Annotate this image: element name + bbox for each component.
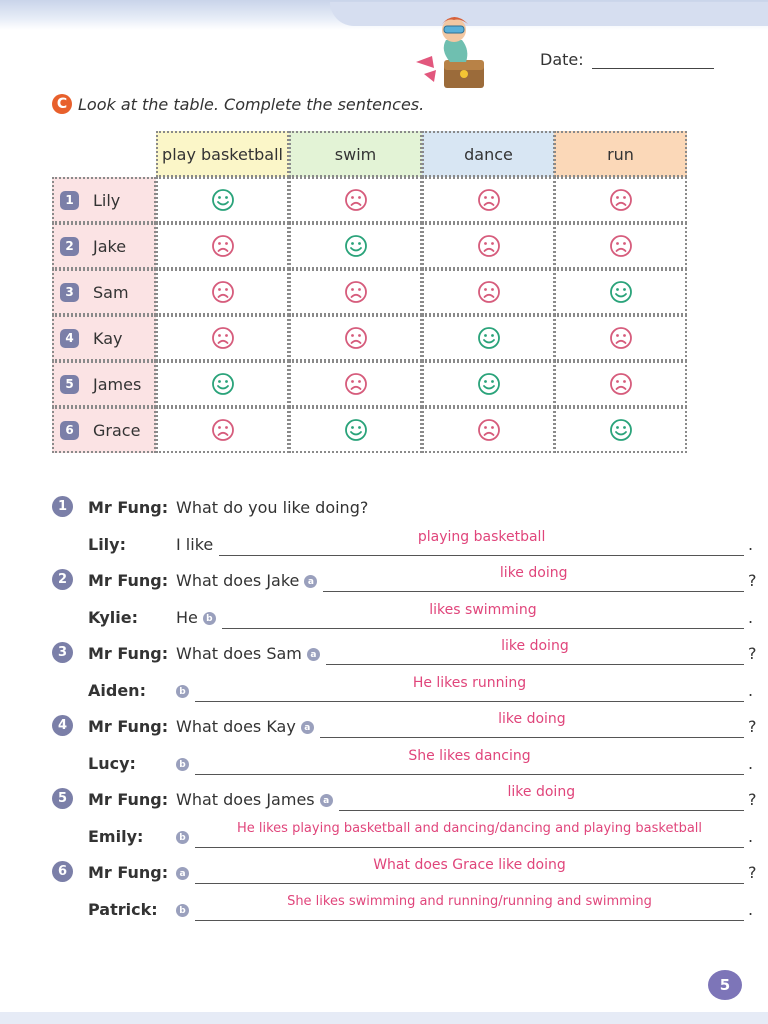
row-name: James [93, 374, 142, 394]
handwritten-answer: like doing [498, 711, 566, 727]
row-name: Grace [93, 420, 141, 440]
sentence-prompt: I like [176, 535, 214, 554]
end-punctuation: . [748, 754, 754, 773]
speaker-label: Aiden: [88, 681, 146, 700]
face-cell [554, 315, 687, 361]
answer-blank[interactable] [222, 602, 744, 629]
face-cell [156, 315, 289, 361]
row-number-badge: 1 [60, 191, 79, 210]
row-name-cell [52, 223, 156, 269]
face-cell [289, 315, 422, 361]
sentence [176, 675, 754, 702]
blank-marker: a [301, 721, 314, 734]
face-cell [554, 361, 687, 407]
handwritten-answer: What does Grace like doing [373, 857, 566, 873]
face-cell [156, 223, 289, 269]
face-cell [156, 407, 289, 453]
sentence [176, 821, 754, 848]
sentence-prompt: What do you like doing? [176, 498, 369, 517]
sad-face-icon [344, 280, 368, 304]
end-punctuation: ? [748, 644, 757, 663]
sentence [176, 602, 754, 629]
handwritten-answer: He likes playing basketball and dancing/dancing and playing basketball [236, 821, 703, 836]
happy-face-icon [211, 372, 235, 396]
end-punctuation: . [748, 900, 754, 919]
face-cell [422, 177, 555, 223]
blank-marker: a [307, 648, 320, 661]
answer-blank[interactable] [339, 784, 744, 811]
sad-face-icon [477, 418, 501, 442]
top-banner [0, 0, 768, 30]
end-punctuation: ? [748, 790, 757, 809]
blank-marker: b [203, 612, 216, 625]
face-cell [554, 269, 687, 315]
answer-blank[interactable] [195, 894, 744, 921]
question-row [52, 565, 757, 597]
blank-marker: b [176, 758, 189, 771]
sentence [176, 748, 754, 775]
sad-face-icon [344, 372, 368, 396]
happy-face-icon [211, 188, 235, 212]
face-cell [156, 269, 289, 315]
face-cell [554, 177, 687, 223]
row-number-badge: 4 [60, 329, 79, 348]
end-punctuation: ? [748, 863, 757, 882]
happy-face-icon [344, 418, 368, 442]
sad-face-icon [609, 234, 633, 258]
mascot-illustration [410, 12, 500, 92]
instruction-text: Look at the table. Complete the sentences. [78, 94, 425, 114]
happy-face-icon [609, 418, 633, 442]
blank-marker: b [176, 685, 189, 698]
sentence [176, 529, 754, 556]
row-name: Sam [93, 282, 129, 302]
sad-face-icon [477, 188, 501, 212]
question-row [52, 784, 757, 816]
sad-face-icon [477, 234, 501, 258]
question-row [52, 494, 752, 524]
speaker-label: Lily: [88, 535, 126, 554]
happy-face-icon [477, 372, 501, 396]
sad-face-icon [344, 326, 368, 350]
row-number-badge: 3 [60, 283, 79, 302]
face-cell [554, 407, 687, 453]
sentence [176, 711, 757, 738]
face-cell [289, 407, 422, 453]
face-cell [156, 361, 289, 407]
exercise-number-badge: 4 [52, 715, 73, 736]
sentence-prompt: What does Sam [176, 644, 302, 663]
end-punctuation: ? [748, 717, 757, 736]
answer-blank[interactable] [195, 857, 744, 884]
handwritten-answer: He likes running [412, 675, 527, 691]
speaker-label: Mr Fung: [88, 863, 169, 882]
speaker-label: Mr Fung: [88, 498, 169, 517]
face-cell [156, 177, 289, 223]
answer-blank[interactable] [320, 711, 744, 738]
face-cell [422, 269, 555, 315]
answer-row [52, 677, 752, 707]
face-cell [422, 315, 555, 361]
banner-wave [330, 2, 768, 26]
answer-blank[interactable] [195, 821, 744, 848]
row-name: Kay [93, 328, 123, 348]
column-header: dance [422, 131, 555, 177]
sentence-prompt: What does Jake [176, 571, 300, 590]
sentence [176, 565, 757, 592]
answer-blank[interactable] [195, 675, 744, 702]
answer-blank[interactable] [323, 565, 744, 592]
face-cell [422, 361, 555, 407]
exercise-number-badge: 1 [52, 496, 73, 517]
face-cell [422, 223, 555, 269]
row-name: Jake [93, 236, 127, 256]
handwritten-answer: like doing [499, 565, 568, 581]
row-number-badge: 5 [60, 375, 79, 394]
end-punctuation: ? [748, 571, 757, 590]
sad-face-icon [344, 188, 368, 212]
speaker-label: Mr Fung: [88, 644, 169, 663]
face-cell [289, 269, 422, 315]
sentence-prompt: What does Kay [176, 717, 296, 736]
blank-marker: a [176, 867, 189, 880]
handwritten-answer: She likes dancing [408, 748, 531, 764]
answer-blank[interactable] [195, 748, 744, 775]
end-punctuation: . [748, 681, 754, 700]
face-cell [554, 223, 687, 269]
face-cell [422, 407, 555, 453]
exercise-number-badge: 2 [52, 569, 73, 590]
sentence [176, 857, 757, 884]
handwritten-answer: like doing [507, 784, 576, 800]
sad-face-icon [609, 326, 633, 350]
answer-row [52, 750, 752, 780]
row-name-cell [52, 361, 156, 407]
sentence-prompt: What does James [176, 790, 315, 809]
end-punctuation: . [748, 535, 754, 554]
row-name: Lily [93, 190, 121, 210]
page-number: 5 [708, 970, 742, 1000]
column-header: play basketball [156, 131, 289, 177]
row-name-cell [52, 407, 156, 453]
speaker-label: Mr Fung: [88, 790, 169, 809]
sentence [176, 894, 754, 921]
section-badge: C [52, 94, 72, 114]
column-header: swim [289, 131, 422, 177]
exercise-number-badge: 5 [52, 788, 73, 809]
sad-face-icon [477, 280, 501, 304]
date-blank[interactable] [592, 50, 714, 69]
happy-face-icon [344, 234, 368, 258]
sentence [176, 638, 757, 665]
sentence [176, 498, 368, 517]
answer-blank[interactable] [219, 529, 744, 556]
row-name-cell [52, 315, 156, 361]
speaker-label: Patrick: [88, 900, 158, 919]
face-cell [289, 177, 422, 223]
speaker-label: Kylie: [88, 608, 139, 627]
row-name-cell [52, 177, 156, 223]
speaker-label: Mr Fung: [88, 717, 169, 736]
handwritten-answer: like doing [501, 638, 569, 654]
exercise-number-badge: 3 [52, 642, 73, 663]
end-punctuation: . [748, 608, 754, 627]
sad-face-icon [211, 326, 235, 350]
sad-face-icon [211, 234, 235, 258]
blank-marker: b [176, 904, 189, 917]
happy-face-icon [609, 280, 633, 304]
sad-face-icon [211, 280, 235, 304]
answer-row [52, 896, 752, 926]
speaker-label: Lucy: [88, 754, 136, 773]
blank-marker: b [176, 831, 189, 844]
instruction [52, 94, 424, 114]
answer-row [52, 823, 752, 853]
row-name-cell [52, 269, 156, 315]
sad-face-icon [211, 418, 235, 442]
handwritten-answer: playing basketball [417, 529, 546, 545]
face-cell [289, 223, 422, 269]
sad-face-icon [609, 372, 633, 396]
handwritten-answer: likes swimming [429, 602, 537, 618]
face-cell [289, 361, 422, 407]
end-punctuation: . [748, 827, 754, 846]
happy-face-icon [477, 326, 501, 350]
blank-marker: a [304, 575, 317, 588]
speaker-label: Mr Fung: [88, 571, 169, 590]
question-row [52, 857, 757, 889]
handwritten-answer: She likes swimming and running/running and swimming [287, 894, 652, 909]
sentence [176, 784, 757, 811]
blank-marker: a [320, 794, 333, 807]
bottom-banner [0, 1012, 768, 1024]
row-number-badge: 2 [60, 237, 79, 256]
speaker-label: Emily: [88, 827, 144, 846]
column-header: run [554, 131, 687, 177]
answer-row [52, 604, 752, 634]
question-row [52, 638, 757, 670]
question-row [52, 711, 757, 743]
answer-blank[interactable] [326, 638, 744, 665]
row-number-badge: 6 [60, 421, 79, 440]
date-label: Date: [540, 50, 584, 69]
answer-row [52, 531, 752, 561]
exercise-number-badge: 6 [52, 861, 73, 882]
date-field [540, 50, 714, 69]
sad-face-icon [609, 188, 633, 212]
sentence-prompt: He [176, 608, 198, 627]
